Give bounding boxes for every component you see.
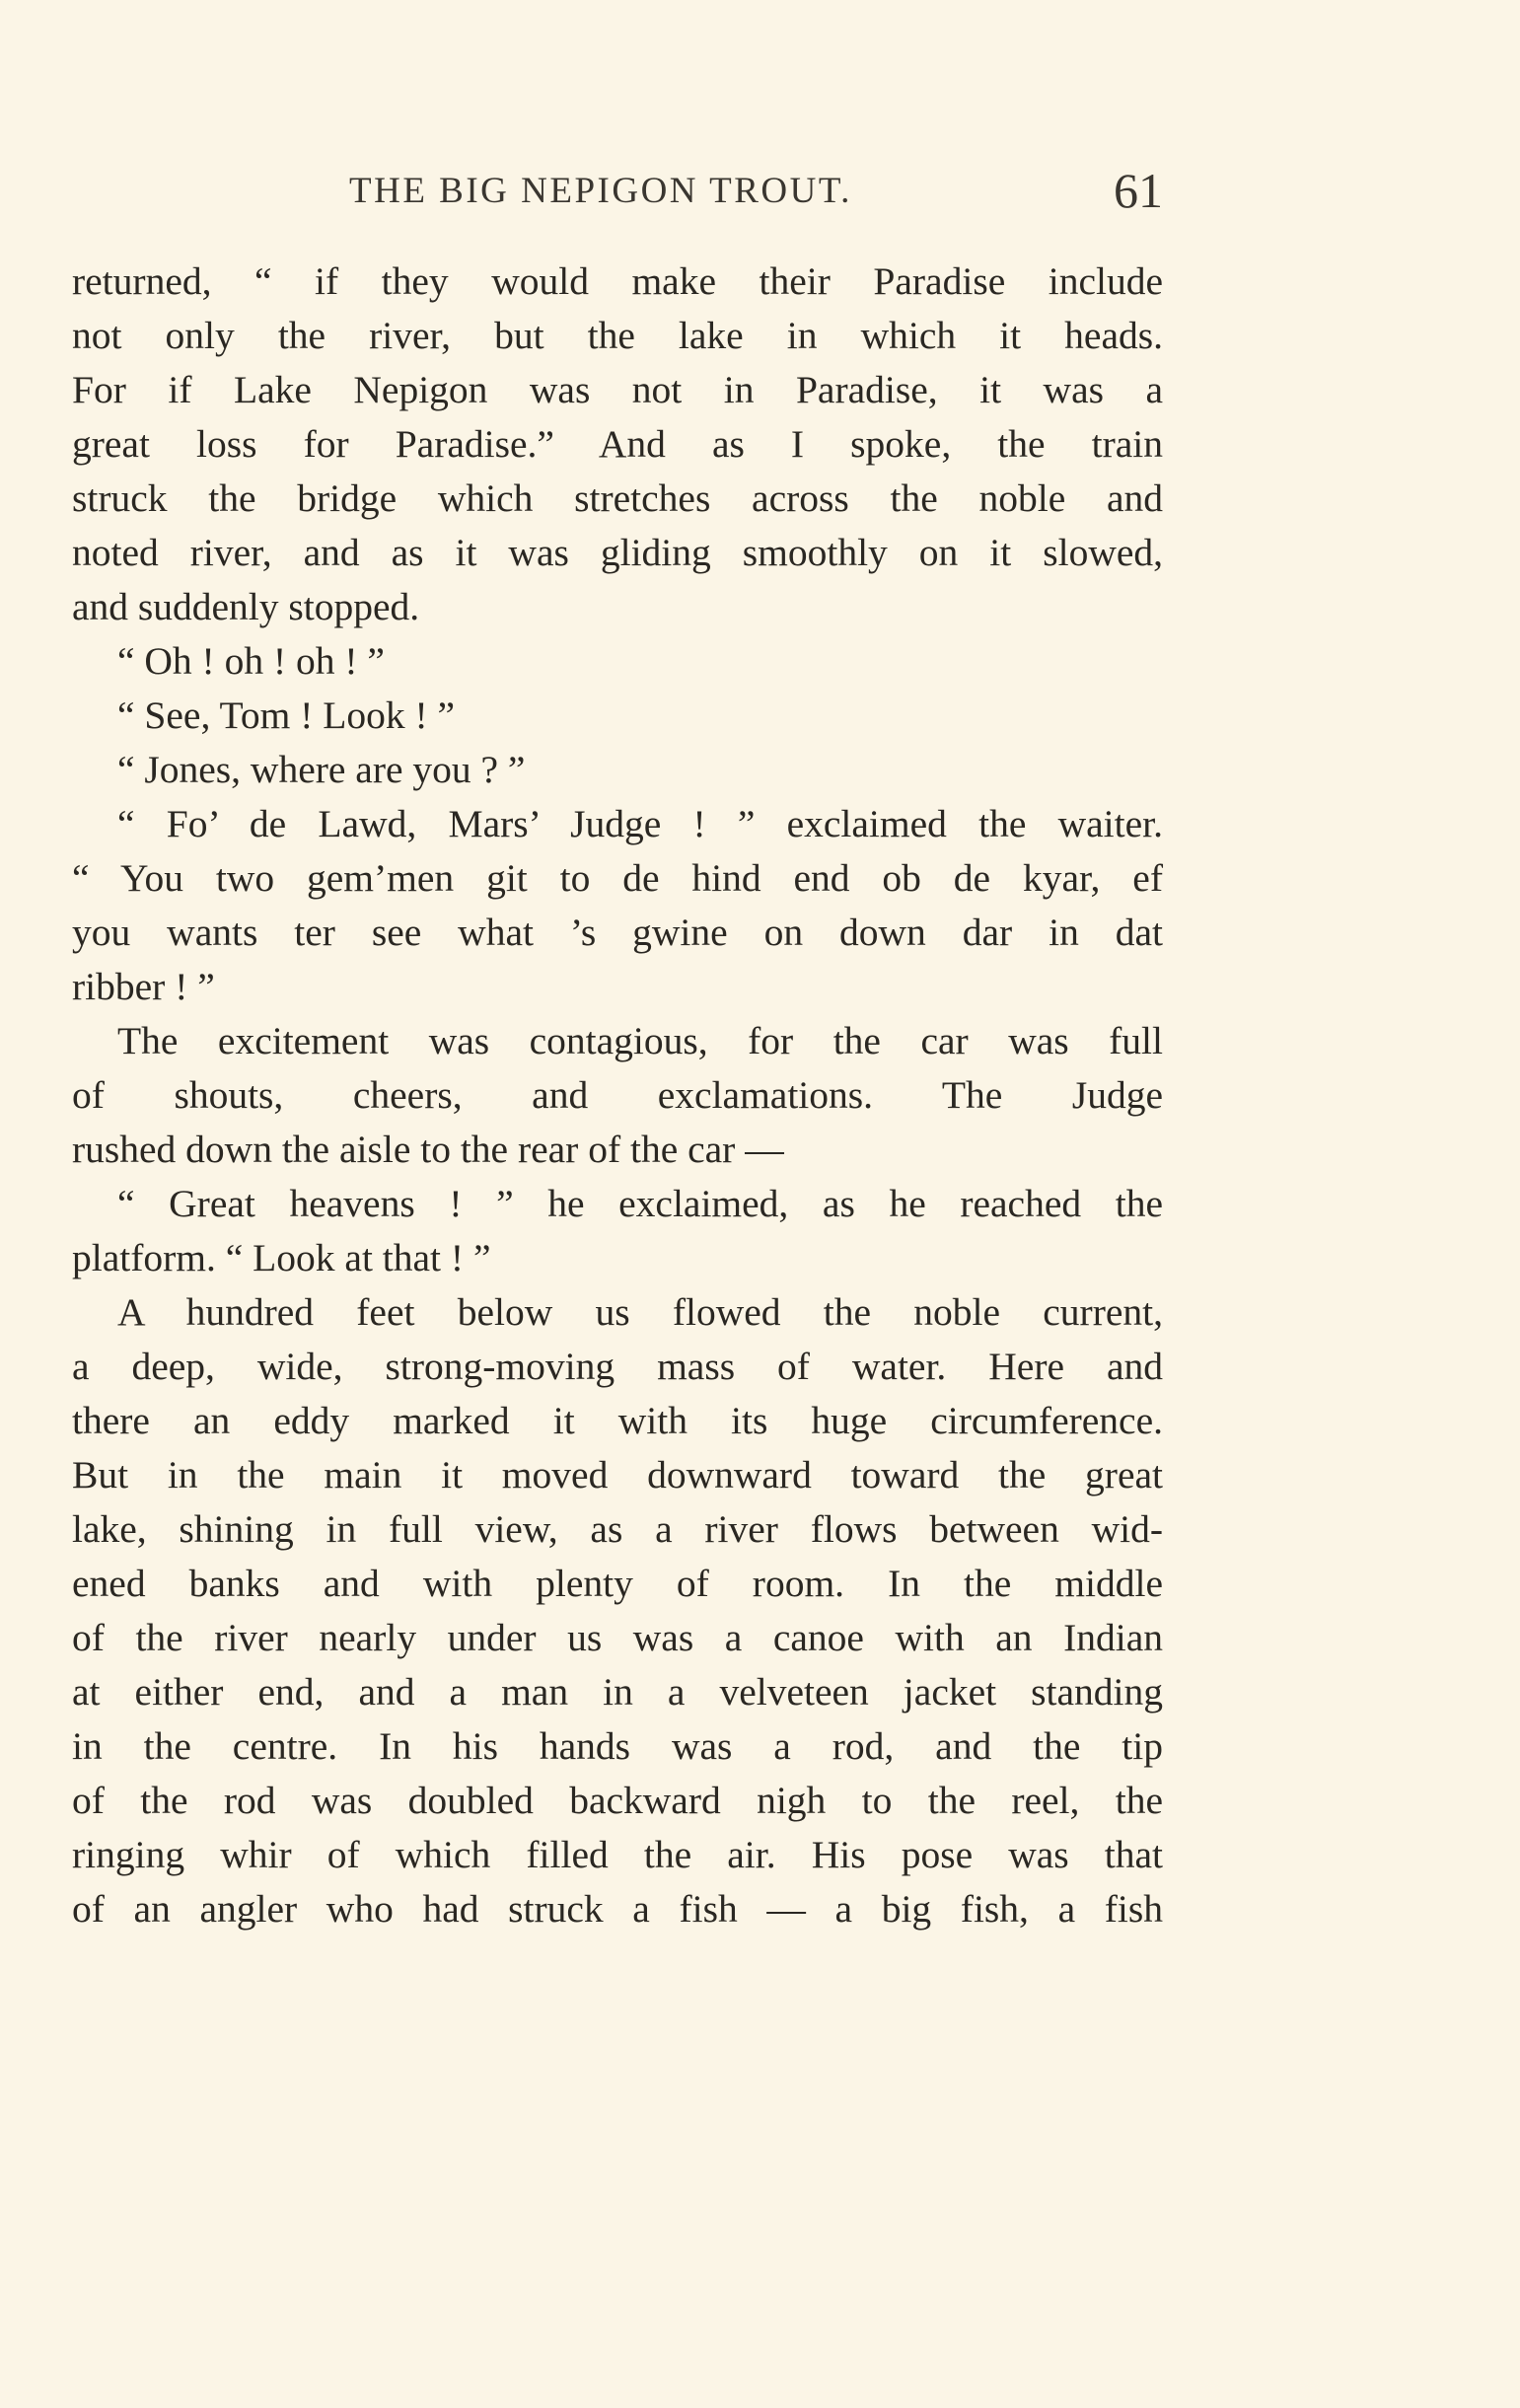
text-line: “ Jones, where are you ? ”	[117, 748, 526, 791]
text-line: rushed down the aisle to the rear of the car —	[72, 1128, 784, 1171]
text-line: lake, shining in full view, as a river flows between wid-	[72, 1507, 1163, 1551]
text-line: For if Lake Nepigon was not in Paradise, it was a	[72, 368, 1163, 411]
text-line: “ Oh ! oh ! oh ! ”	[117, 639, 385, 683]
text-line: “ Fo’ de Lawd, Mars’ Judge ! ” exclaimed the waiter.	[117, 802, 1163, 845]
running-head	[72, 163, 1163, 218]
text-line: returned, “ if they would make their Paradise include	[72, 259, 1163, 303]
text-line: of the river nearly under us was a canoe with an Indian	[72, 1616, 1163, 1659]
text-line: The excitement was contagious, for the car was full	[117, 1019, 1163, 1062]
text-line: But in the main it moved downward toward the great	[72, 1453, 1163, 1496]
text-line: great loss for Paradise.” And as I spoke, the train	[72, 422, 1163, 466]
text-line: A hundred feet below us flowed the noble current,	[117, 1290, 1163, 1334]
running-title: THE BIG NEPIGON TROUT.	[349, 171, 852, 211]
page-number: 61	[1114, 163, 1163, 218]
text-line: “ Great heavens ! ” he exclaimed, as he reached the	[117, 1182, 1163, 1225]
text-line: of the rod was doubled backward nigh to the reel, the	[72, 1779, 1163, 1822]
text-line: in the centre. In his hands was a rod, and the tip	[72, 1724, 1163, 1768]
text-line: ribber ! ”	[72, 965, 215, 1008]
text-line: there an eddy marked it with its huge circumference.	[72, 1399, 1163, 1442]
text-line: platform. “ Look at that ! ”	[72, 1236, 491, 1279]
text-line: and suddenly stopped.	[72, 585, 420, 628]
body-text	[72, 255, 1163, 1936]
text-line: noted river, and as it was gliding smoothly on it slowed,	[72, 531, 1163, 574]
text-line: ened banks and with plenty of room. In the middle	[72, 1562, 1163, 1605]
text-line: “ You two gem’men git to de hind end ob de kyar, ef	[72, 856, 1163, 900]
text-line: struck the bridge which stretches across the noble and	[72, 476, 1163, 520]
text-line: of shouts, cheers, and exclamations. The Judge	[72, 1073, 1163, 1117]
text-line: not only the river, but the lake in which it heads.	[72, 314, 1163, 357]
text-line: at either end, and a man in a velveteen jacket standing	[72, 1670, 1163, 1714]
text-line: of an angler who had struck a fish — a big fish, a fish	[72, 1887, 1163, 1931]
text-line: you wants ter see what ’s gwine on down dar in dat	[72, 911, 1163, 954]
text-line: “ See, Tom ! Look ! ”	[117, 693, 456, 737]
text-line: ringing whir of which filled the air. His pose was that	[72, 1833, 1163, 1876]
text-line: a deep, wide, strong-moving mass of water. Here and	[72, 1345, 1163, 1388]
